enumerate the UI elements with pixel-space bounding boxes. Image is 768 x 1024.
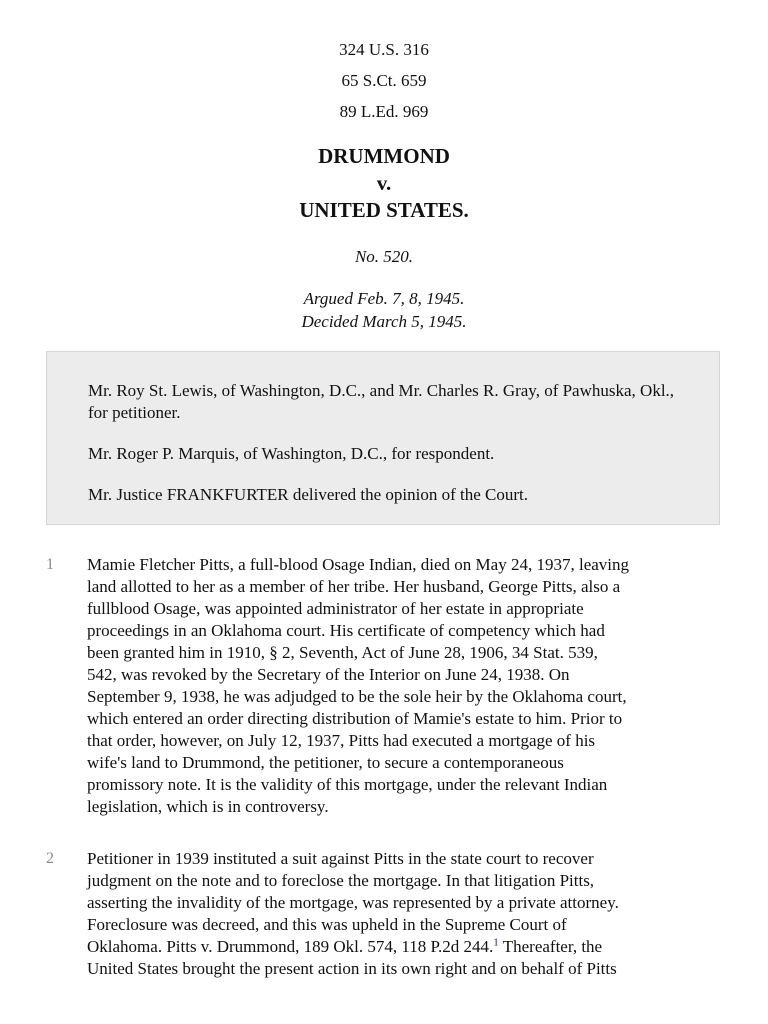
paragraph-number: 1 [46, 556, 54, 573]
citation-supreme-court-reporter: 65 S.Ct. 659 [341, 71, 427, 90]
paragraph-line: legislation, which is in controversy. [87, 797, 329, 816]
paragraph-line: Foreclosure was decreed, and this was upheld in the Supreme Court of [87, 915, 567, 934]
paragraph-line: 542, was revoked by the Secretary of the Interior on June 24, 1938. On [87, 665, 570, 684]
paragraph-line: been granted him in 1910, § 2, Seventh, Act of June 28, 1906, 34 Stat. 539, [87, 643, 598, 662]
citation-block [0, 34, 768, 127]
paragraph-line: wife's land to Drummond, the petitioner, to secure a contemporaneous [87, 753, 564, 772]
paragraph-line: judgment on the note and to foreclose the mortgage. In that litigation Pitts, [87, 871, 595, 890]
paragraph-line: Mamie Fletcher Pitts, a full-blood Osage Indian, died on May 24, 1937, leaving [87, 555, 630, 574]
paragraph-line: which entered an order directing distribution of Mamie's estate to him. Prior to [87, 709, 623, 728]
opinion-author: Mr. Justice FRANKFURTER delivered the opinion of the Court. [88, 485, 528, 504]
citation-lawyers-edition: 89 L.Ed. 969 [339, 102, 429, 121]
paragraph-line [87, 936, 727, 958]
paragraph-number: 2 [46, 850, 54, 867]
decided-date: Decided March 5, 1945. [301, 312, 467, 331]
paragraph-line: proceedings in an Oklahoma court. His certificate of competency which had [87, 621, 605, 640]
petitioner-name: DRUMMOND [318, 144, 450, 168]
case-title [0, 143, 768, 224]
citation-us-reports: 324 U.S. 316 [339, 40, 429, 59]
argued-date: Argued Feb. 7, 8, 1945. [303, 289, 465, 308]
respondent-name: UNITED STATES. [299, 198, 469, 222]
paragraph-line: United States brought the present action in its own right and on behalf of Pitts [87, 959, 617, 978]
paragraph-line: promissory note. It is the validity of this mortgage, under the relevant Indian [87, 775, 608, 794]
paragraph-text [87, 554, 727, 818]
petitioner-counsel: Mr. Roy St. Lewis, of Washington, D.C., and Mr. Charles R. Gray, of Pawhuska, Okl., for petitioner. [88, 381, 675, 422]
paragraph-text [87, 848, 727, 980]
paragraph-line-text: Thereafter, the [498, 937, 603, 956]
paragraph-line: that order, however, on July 12, 1937, Pitts had executed a mortgage of his [87, 731, 596, 750]
paragraph-line: Petitioner in 1939 instituted a suit against Pitts in the state court to recover [87, 849, 594, 868]
paragraph-line: September 9, 1938, he was adjudged to be the sole heir by the Oklahoma court, [87, 687, 627, 706]
counsel-box [46, 351, 720, 525]
case-dates [0, 287, 768, 333]
paragraph-line: asserting the invalidity of the mortgage, was represented by a private attorney. [87, 893, 619, 912]
paragraph-line-text: Oklahoma. Pitts v. Drummond, 189 Okl. 574, 118 P.2d 244. [87, 937, 494, 956]
paragraph-line: land allotted to her as a member of her tribe. Her husband, George Pitts, also a [87, 577, 621, 596]
docket-number: No. 520. [354, 247, 414, 266]
paragraph-line: fullblood Osage, was appointed administrator of her estate in appropriate [87, 599, 584, 618]
footnote-link[interactable]: 1 [493, 936, 499, 949]
respondent-counsel: Mr. Roger P. Marquis, of Washington, D.C., for respondent. [88, 444, 495, 463]
versus-label: v. [376, 171, 392, 195]
